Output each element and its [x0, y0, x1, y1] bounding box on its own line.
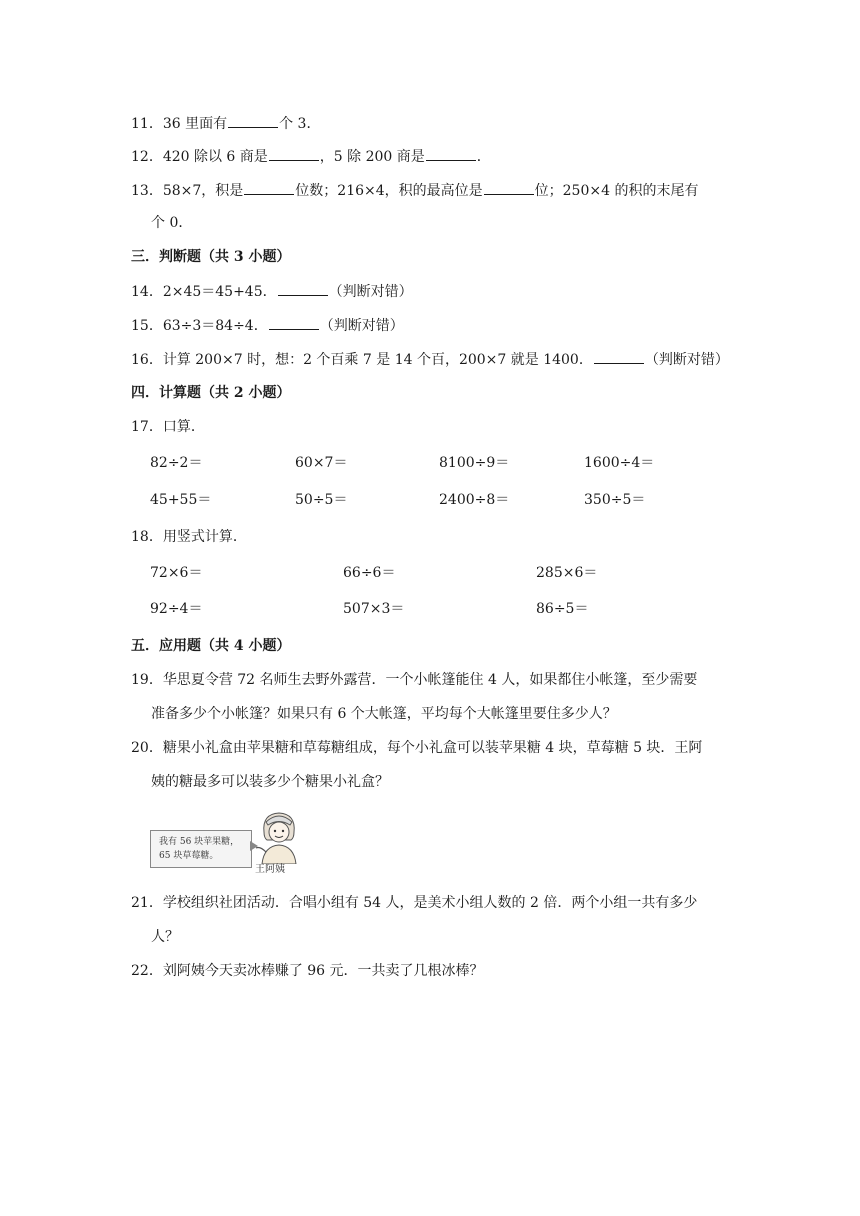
- q12-text-b: ，5 除 200 商是: [319, 149, 425, 165]
- q13-text-c: 位；250×4 的积的末尾有: [534, 183, 699, 199]
- q17-item: 60×7＝: [295, 455, 348, 471]
- bubble-text-line-1: 我有 56 块苹果糖，: [159, 837, 240, 847]
- q15-text-a: 15．63÷3＝84÷4．: [131, 318, 268, 334]
- auntie-wang-illustration: [150, 808, 305, 878]
- q16-answer-blank[interactable]: [594, 349, 644, 364]
- speech-bubble: [150, 830, 252, 868]
- q18-item: 86÷5＝: [536, 601, 589, 617]
- question-21-line-1: 21．学校组织社团活动．合唱小组有 54 人，是美术小组人数的 2 倍．两个小组一共有多少: [131, 895, 698, 911]
- question-13-continued: [151, 213, 192, 233]
- section-heading-calculation: 四．计算题（共 2 小题）: [131, 385, 291, 401]
- question-20-line-1: 20．糖果小礼盒由苹果糖和草莓糖组成，每个小礼盒可以装苹果糖 4 块，草莓糖 5 块．王阿: [131, 740, 703, 756]
- question-20-line-2: 姨的糖最多可以装多少个糖果小礼盒？: [151, 774, 389, 790]
- q11-text-a: 11．36 里面有: [131, 116, 228, 132]
- question-12: [131, 146, 491, 167]
- q13-answer-blank-1[interactable]: [244, 180, 294, 195]
- q18-item: 66÷6＝: [343, 565, 396, 581]
- section-heading-application: 五．应用题（共 4 小题）: [131, 638, 291, 654]
- q13-text-a: 13．58×7，积是: [131, 183, 244, 199]
- q12-text-c: ．: [476, 149, 491, 165]
- question-14: [131, 281, 413, 302]
- q11-answer-blank[interactable]: [228, 113, 278, 128]
- q12-text-a: 12．420 除以 6 商是: [131, 149, 268, 165]
- q16-text-a: 16．计算 200×7 时，想：2 个百乘 7 是 14 个百，200×7 就是 1400．: [131, 352, 593, 368]
- q18-item: 72×6＝: [150, 565, 203, 581]
- q14-answer-blank[interactable]: [278, 281, 328, 296]
- q12-answer-blank-1[interactable]: [269, 146, 319, 161]
- q12-answer-blank-2[interactable]: [426, 146, 476, 161]
- question-21-line-2: 人？: [151, 929, 179, 945]
- woman-figure-icon: [254, 808, 304, 864]
- question-19-line-1: 19．华思夏令营 72 名师生去野外露营．一个小帐篷能住 4 人，如果都住小帐篷，至少需要: [131, 672, 698, 688]
- question-13: [131, 180, 698, 201]
- q17-item: 1600÷4＝: [584, 455, 655, 471]
- q14-text-a: 14．2×45＝45+45．: [131, 284, 277, 300]
- q17-item: 82÷2＝: [150, 455, 203, 471]
- q15-answer-blank[interactable]: [269, 315, 319, 330]
- question-15: [131, 315, 404, 336]
- q18-item: 285×6＝: [536, 565, 598, 581]
- q17-item: 8100÷9＝: [439, 455, 510, 471]
- q11-text-b: 个 3．: [279, 116, 321, 132]
- q17-item: 45+55＝: [150, 492, 212, 508]
- q13-text-d: 个 0．: [151, 215, 193, 231]
- question-19-line-2: 准备多少个小帐篷？如果只有 6 个大帐篷，平均每个大帐篷里要住多少人？: [151, 706, 617, 722]
- q18-item: 92÷4＝: [150, 601, 203, 617]
- question-17-title: 17．口算．: [131, 419, 205, 435]
- q17-item: 2400÷8＝: [439, 492, 510, 508]
- q13-text-b: 位数；216×4，积的最高位是: [295, 183, 483, 199]
- question-11: [131, 113, 320, 134]
- q17-item: 350÷5＝: [584, 492, 646, 508]
- q15-text-b: （判断对错）: [319, 318, 404, 334]
- q17-item: 50÷5＝: [295, 492, 348, 508]
- q13-answer-blank-2[interactable]: [484, 180, 534, 195]
- q18-item: 507×3＝: [343, 601, 405, 617]
- section-heading-judgment: 三．判断题（共 3 小题）: [131, 249, 291, 265]
- bubble-text-line-2: 65 块草莓糖。: [159, 851, 219, 861]
- question-22: 22．刘阿姨今天卖冰棒赚了 96 元．一共卖了几根冰棒？: [131, 963, 484, 979]
- illustration-caption: 王阿姨: [255, 864, 285, 875]
- q16-text-b: （判断对错）: [644, 352, 729, 368]
- question-18-title: 18．用竖式计算．: [131, 529, 247, 545]
- q14-text-b: （判断对错）: [328, 284, 413, 300]
- question-16: [131, 349, 729, 370]
